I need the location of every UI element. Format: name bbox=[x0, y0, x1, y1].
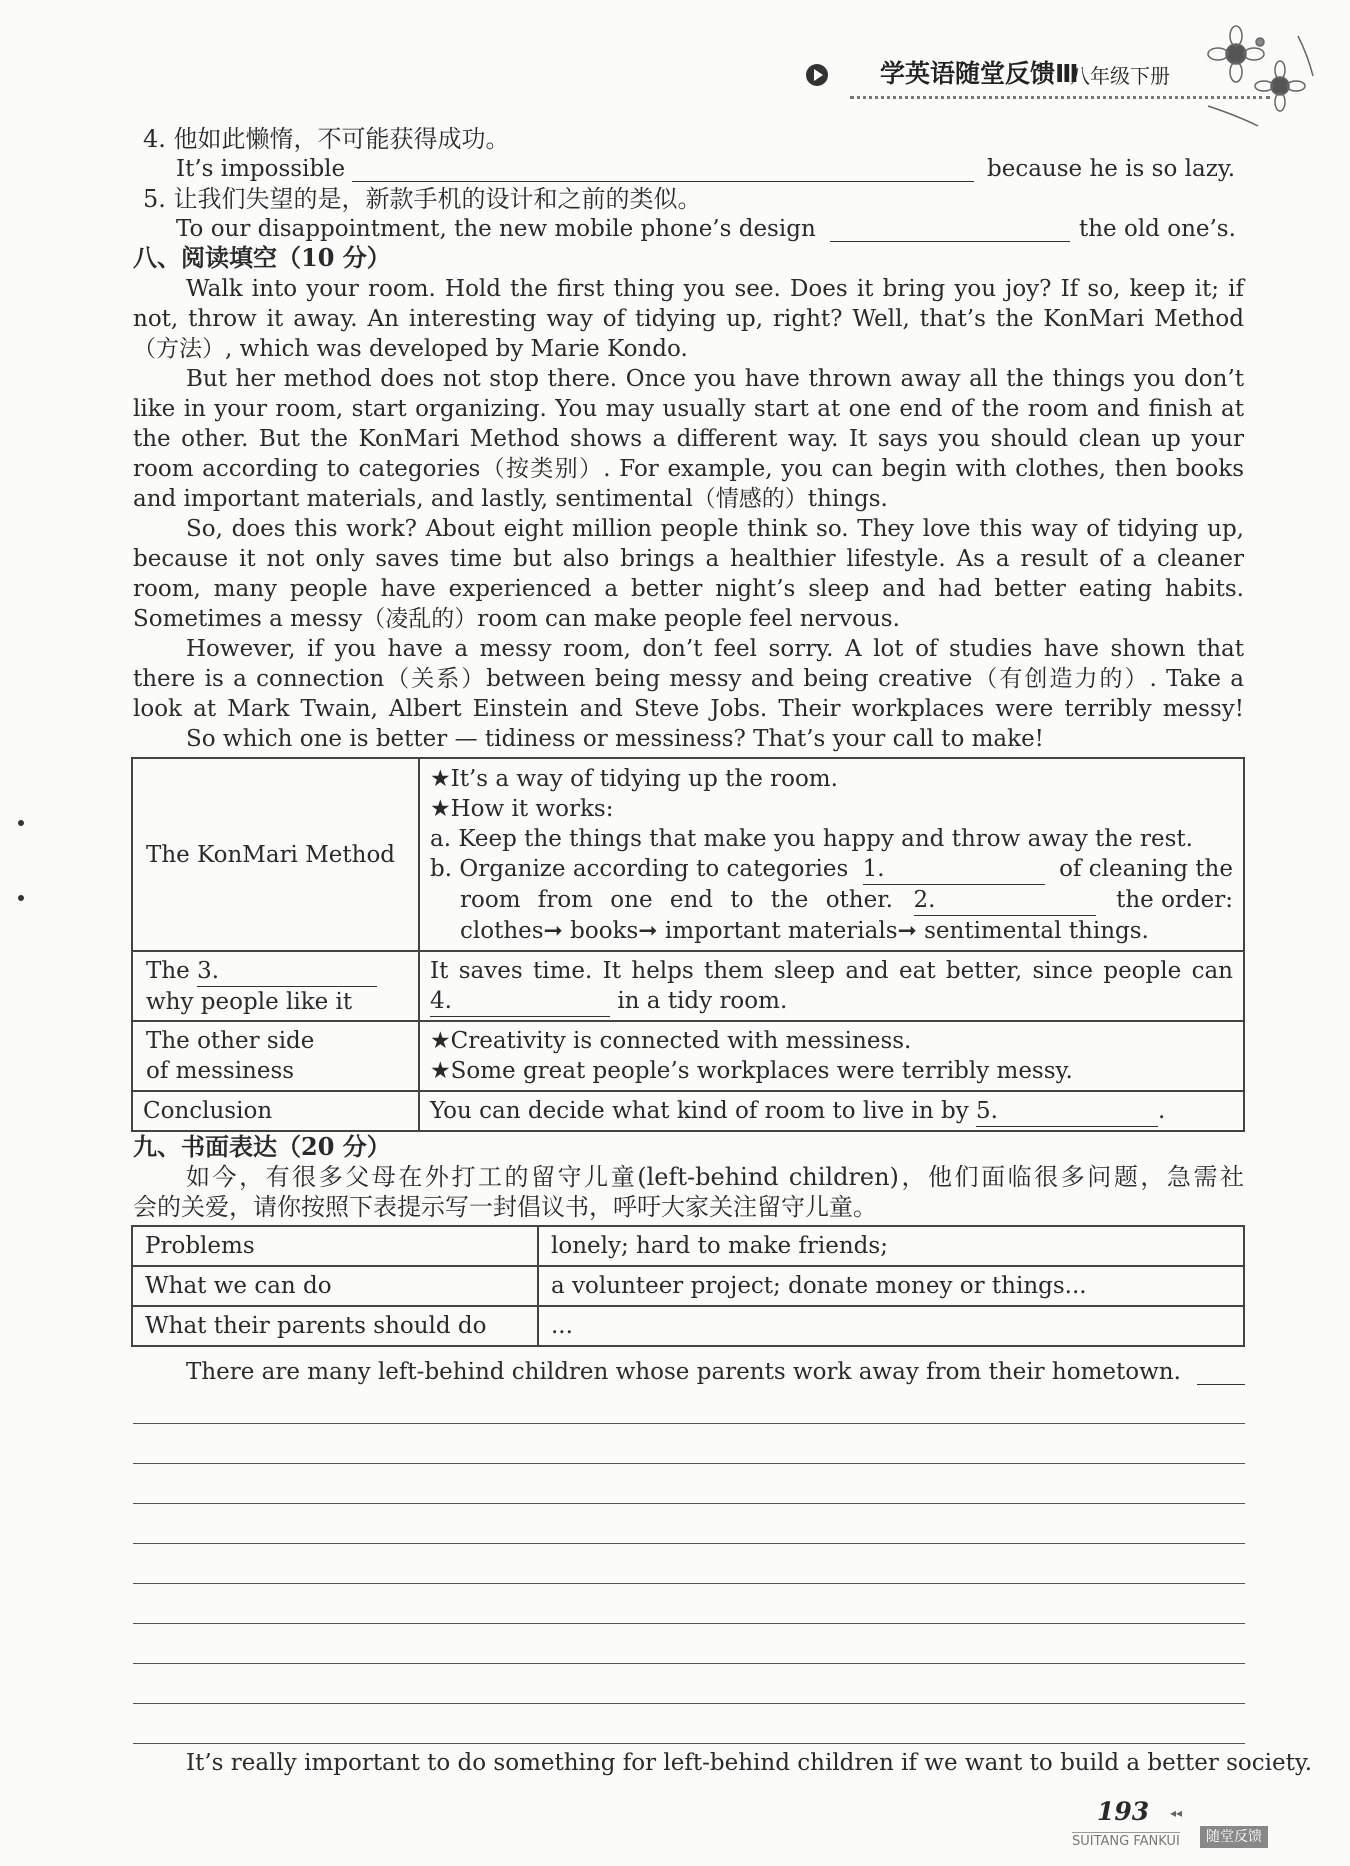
blank-number: 3. bbox=[197, 957, 220, 984]
row-content bbox=[419, 1021, 1244, 1091]
q4-english-end: because he is so lazy. bbox=[987, 156, 1236, 182]
arrow-icon: ◂◂ bbox=[1170, 1806, 1183, 1820]
writing-line bbox=[133, 1503, 1245, 1504]
table-row bbox=[132, 1306, 1244, 1346]
header-grade: 八年级下册 bbox=[1070, 64, 1170, 88]
table-line bbox=[430, 885, 1233, 916]
table-text: of cleaning the bbox=[1059, 855, 1233, 882]
table-row bbox=[132, 1091, 1244, 1131]
blank-4[interactable] bbox=[430, 986, 610, 1017]
q5-chinese: 5. 让我们失望的是，新款手机的设计和之前的类似。 bbox=[143, 185, 702, 213]
table-text: why people like it bbox=[146, 988, 353, 1015]
table-text: ★Creativity is connected with messiness. bbox=[430, 1028, 912, 1054]
q5-english-start: To our disappointment, the new mobile phone’s design bbox=[176, 216, 816, 242]
p1-line: （方法）, which was developed by Marie Kondo. bbox=[133, 336, 688, 362]
writing-line bbox=[133, 1743, 1245, 1744]
flower-ornament-icon bbox=[1198, 16, 1318, 136]
table-row bbox=[132, 951, 1244, 1021]
hint-value: lonely; hard to make friends; bbox=[538, 1226, 1244, 1266]
p4-line: look at Mark Twain, Albert Einstein and Steve Jobs. Their workplaces were terribly messy! bbox=[133, 696, 1244, 722]
row-label: The KonMari Method bbox=[132, 758, 419, 951]
blank-2[interactable] bbox=[914, 885, 1096, 916]
reading-heading: 八、阅读填空（10 分） bbox=[133, 243, 391, 272]
header-title: 学英语随堂反馈Ⅲ bbox=[880, 59, 1079, 88]
footer-brand-badge: 随堂反馈 bbox=[1200, 1826, 1268, 1848]
blank-number: 2. bbox=[913, 886, 936, 913]
table-text: in a tidy room. bbox=[617, 987, 788, 1014]
writing-line bbox=[133, 1663, 1245, 1664]
table-text: b. Organize according to categories bbox=[430, 855, 849, 882]
hint-table bbox=[131, 1225, 1245, 1347]
p2-line: the other. But the KonMari Method shows a different way. It says you should clean up your bbox=[133, 426, 1244, 452]
writing-line bbox=[133, 1623, 1245, 1624]
table-text: ★Some great people’s workplaces were terribly messy. bbox=[430, 1058, 1073, 1084]
table-text: of messiness bbox=[146, 1058, 295, 1084]
page-number: 193 bbox=[1097, 1797, 1150, 1826]
table-text: The bbox=[146, 957, 190, 984]
q4-answer-blank[interactable] bbox=[352, 157, 974, 182]
table-text: the order: bbox=[1116, 886, 1233, 913]
table-line bbox=[430, 854, 1233, 885]
writing-line bbox=[133, 1703, 1245, 1704]
row-content bbox=[419, 1091, 1244, 1131]
table-text: It saves time. It helps them sleep and eat better, since people can bbox=[430, 957, 1233, 984]
p1-line: Walk into your room. Hold the first thing you see. Does it bring you joy? If so, keep it; if bbox=[186, 276, 1244, 302]
blank-number: 4. bbox=[430, 987, 452, 1014]
writing-heading: 九、书面表达（20 分） bbox=[133, 1132, 391, 1161]
p2-line: like in your room, start organizing. You may usually start at one end of the room and finish at bbox=[133, 396, 1244, 422]
row-content bbox=[419, 758, 1244, 951]
blank-3[interactable] bbox=[197, 956, 377, 987]
row-content bbox=[419, 951, 1244, 1021]
table-row bbox=[132, 1266, 1244, 1306]
margin-dot bbox=[18, 820, 24, 826]
footer-brand: SUITANG FANKUI bbox=[1072, 1834, 1180, 1849]
writing-start-blank[interactable] bbox=[1197, 1360, 1245, 1385]
table-row bbox=[132, 758, 1244, 951]
table-text: The other side bbox=[146, 1028, 315, 1054]
table-row bbox=[132, 1226, 1244, 1266]
writing-prompt: 如今，有很多父母在外打工的留守儿童(left-behind children)，他们面临很多问题，急需社 bbox=[186, 1163, 1244, 1191]
summary-table bbox=[131, 757, 1245, 1132]
play-icon bbox=[806, 64, 828, 86]
table-text: a. Keep the things that make you happy and throw away the rest. bbox=[430, 825, 1193, 852]
p4-line: So which one is better — tidiness or messiness? That’s your call to make! bbox=[186, 726, 1044, 752]
table-text: . bbox=[1158, 1097, 1166, 1124]
row-label bbox=[132, 1021, 419, 1091]
p4-line: However, if you have a messy room, don’t feel sorry. A lot of studies have shown that bbox=[186, 636, 1244, 662]
table-text: ★How it works: bbox=[430, 795, 614, 822]
q5-english-end: the old one’s. bbox=[1079, 216, 1236, 242]
hint-value: a volunteer project; donate money or things... bbox=[538, 1266, 1244, 1306]
writing-line bbox=[133, 1543, 1245, 1544]
table-row bbox=[132, 1021, 1244, 1091]
p2-line: But her method does not stop there. Once you have thrown away all the things you don’t bbox=[186, 366, 1244, 392]
p3-line: So, does this work? About eight million people think so. They love this way of tidying up, bbox=[186, 516, 1244, 542]
p4-line: there is a connection（关系）between being messy and being creative（有创造力的）. Take a bbox=[133, 666, 1244, 692]
writing-start-sentence: There are many left-behind children whose parents work away from their hometown. bbox=[186, 1359, 1181, 1385]
blank-5[interactable] bbox=[976, 1096, 1158, 1127]
p3-line: because it not only saves time but also brings a healthier lifestyle. As a result of a cleaner bbox=[133, 546, 1244, 572]
hint-key: What their parents should do bbox=[132, 1306, 538, 1346]
table-text: ★It’s a way of tidying up the room. bbox=[430, 765, 838, 792]
writing-end-sentence: It’s really important to do something for left-behind children if we want to build a better society. bbox=[186, 1750, 1313, 1776]
p3-line: room, many people have experienced a better night’s sleep and had better eating habits. bbox=[133, 576, 1244, 602]
writing-line bbox=[133, 1423, 1245, 1424]
blank-number: 1. bbox=[862, 855, 885, 882]
margin-dot bbox=[18, 895, 24, 901]
table-text: room from one end to the other. bbox=[460, 886, 893, 913]
blank-number: 5. bbox=[976, 1097, 998, 1124]
writing-prompt: 会的关爱，请你按照下表提示写一封倡议书，呼吁大家关注留守儿童。 bbox=[133, 1193, 877, 1221]
blank-1[interactable] bbox=[863, 854, 1045, 885]
p3-line: Sometimes a messy（凌乱的）room can make people feel nervous. bbox=[133, 606, 900, 632]
hint-key: What we can do bbox=[132, 1266, 538, 1306]
writing-line bbox=[133, 1463, 1245, 1464]
p2-line: room according to categories（按类别）. For example, you can begin with clothes, then books bbox=[133, 456, 1244, 482]
table-text: clothes➞ books➞ important materials➞ sentimental things. bbox=[460, 917, 1149, 944]
q4-english-start: It’s impossible bbox=[176, 156, 346, 182]
row-label: Conclusion bbox=[132, 1091, 419, 1131]
p2-line: and important materials, and lastly, sentimental（情感的）things. bbox=[133, 486, 888, 512]
writing-line bbox=[133, 1583, 1245, 1584]
q4-chinese: 4. 他如此懒惰，不可能获得成功。 bbox=[143, 125, 510, 153]
row-label bbox=[132, 951, 419, 1021]
p1-line: not, throw it away. An interesting way of tidying up, right? Well, that’s the KonMari Method bbox=[133, 306, 1244, 332]
hint-value: ... bbox=[538, 1306, 1244, 1346]
table-text: You can decide what kind of room to live in by bbox=[430, 1097, 969, 1124]
hint-key: Problems bbox=[132, 1226, 538, 1266]
q5-answer-blank[interactable] bbox=[830, 217, 1070, 242]
